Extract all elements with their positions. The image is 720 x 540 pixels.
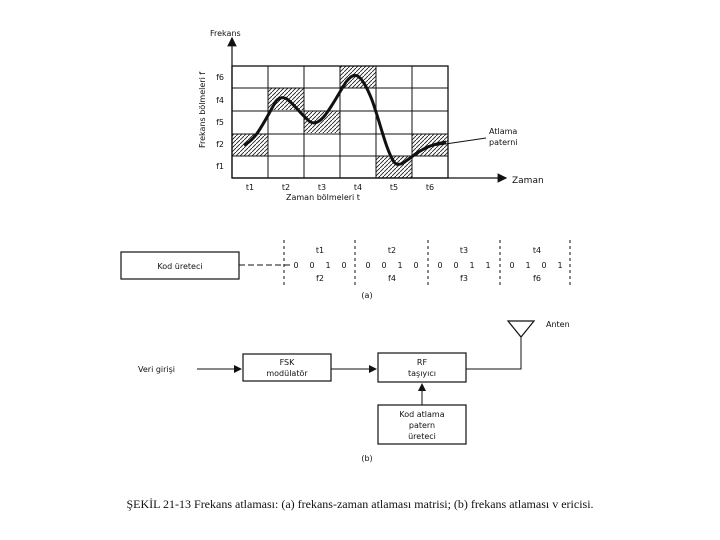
fsk-label-line-2: modülatör [266,369,308,378]
code-label-line-2: patern [408,421,436,430]
fsk-label-line-1: FSK [279,358,295,367]
annotation-line-2: paterni [489,138,518,147]
freq-label: f5 [216,118,224,127]
freq-label: f2 [216,140,224,149]
group-time-label: t3 [459,246,469,255]
frequency-labels [216,73,224,171]
bit: 1 [485,261,491,270]
bit: 0 [341,261,347,270]
rf-to-antenna-line [466,337,521,369]
figure-caption: ŞEKİL 21-13 Frekans atlaması: (a) frekans-zaman atlaması matrisi; (b) frekans atlaması v ericisi. [126,497,594,511]
bit: 0 [309,261,315,270]
antenna-icon [508,321,534,337]
sublabel-b: (b) [361,454,373,463]
bit: 1 [557,261,563,270]
group-freq-label: f6 [533,274,541,283]
data-input-label: Veri girişi [138,365,176,374]
zaman-axis-title: Zaman [512,176,544,186]
time-bins-label: Zaman bölmeleri t [286,193,360,202]
bit-group-3 [437,246,490,283]
hop-cell-t1 [232,134,268,156]
bit-group-2 [365,246,418,283]
group-time-label: t2 [387,246,397,255]
group-time-label: t1 [315,246,325,255]
sublabel-a: (a) [361,291,373,300]
frekans-axis-title: Frekans [210,29,241,38]
bit: 0 [413,261,419,270]
bit: 0 [381,261,387,270]
frequency-bins-label: Frekans bölmeleri f [198,71,207,148]
bit: 1 [397,261,403,270]
code-generator-label: Kod üreteci [157,262,203,271]
freq-label: f6 [216,73,224,82]
bit: 0 [437,261,443,270]
group-freq-label: f2 [316,274,324,283]
bit: 1 [469,261,475,270]
bit: 0 [509,261,515,270]
rf-label-line-2: taşıyıcı [407,369,437,378]
bit: 0 [365,261,371,270]
antenna-label: Anten [546,320,570,329]
transmitter-diagram [138,320,570,463]
time-label: t3 [317,183,327,192]
freq-label: f1 [216,162,224,171]
annotation-line-1: Atlama [489,127,518,136]
bit: 1 [325,261,331,270]
bit: 0 [453,261,459,270]
bit-group-1 [293,246,346,283]
code-label-line-1: Kod atlama [399,410,445,419]
bit: 0 [541,261,547,270]
hop-matrix [198,29,544,202]
group-time-label: t4 [532,246,542,255]
code-sequence [121,240,570,300]
bit: 1 [525,261,531,270]
time-label: t2 [281,183,291,192]
group-freq-label: f4 [388,274,396,283]
bit-group-4 [509,246,562,283]
time-labels [246,183,434,192]
rf-label-line-1: RF [416,358,428,367]
time-label: t6 [425,183,435,192]
group-freq-label: f3 [460,274,468,283]
freq-label: f4 [216,96,224,105]
time-label: t1 [245,183,255,192]
code-label-line-3: üreteci [408,432,436,441]
time-label: t4 [353,183,363,192]
bit: 0 [293,261,299,270]
time-label: t5 [389,183,399,192]
